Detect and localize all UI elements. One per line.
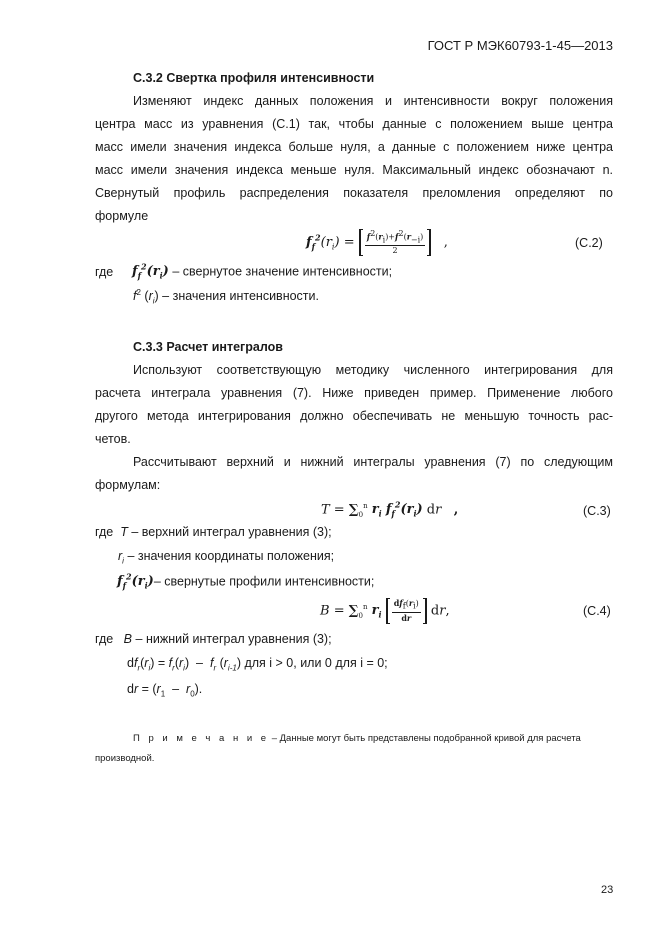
note-label: П р и м е ч а н и е	[133, 733, 270, 744]
equation-c3: $T = \sum_0^n$ $r_i$ $f_f^2(r_i)$ dr ,	[321, 500, 459, 519]
equation-c2: $f_f^2(r_i)$ = $\frac{f^2(r_i)+f^2(r_{-i})}{2}$ ,	[306, 229, 448, 256]
equation-c4: $B = \sum_0^n$ $r_i$ $\frac{df_f(r_i)}{dr}$ dr,	[320, 598, 450, 623]
def-folded-intensity-text: – свернутое значение интенсивности;	[172, 264, 393, 279]
equation-number-c2: (С.2)	[575, 236, 603, 250]
def-T: где T – верхний интеграл уравнения (3);	[95, 525, 332, 539]
paragraph-line: Используют соответствующую методику численного интегрирования для	[133, 363, 613, 377]
def-ri: $r_i$ – значения координаты положения;	[118, 549, 335, 566]
paragraph-line: масс имели значения индекса больше нуля, а данные с положением ниже центра	[95, 140, 613, 154]
paragraph-line: масс имели значения индекса меньше нуля. Максимальный индекс обозначают n.	[95, 163, 613, 177]
section-heading-c32: С.3.2 Свертка профиля интенсивности	[133, 71, 375, 85]
paragraph-line: формулам:	[95, 478, 161, 492]
def-B: где B – нижний интеграл уравнения (3);	[95, 632, 332, 646]
equation-number-c4: (С.4)	[583, 604, 611, 618]
def-intensity-values-text: – значения интенсивности.	[162, 289, 319, 304]
def-dfr-condition: для i > 0, или 0 для i = 0;	[244, 656, 388, 670]
section-heading-c33: С.3.3 Расчет интегралов	[133, 340, 283, 354]
paragraph-line: центра масс из уравнения (С.1) так, чтобы данные с положением выше центра	[95, 117, 613, 131]
paragraph-line: расчета интеграла уравнения (7). Ниже приведен пример. Применение любого	[95, 386, 613, 400]
paragraph-line: формуле	[95, 209, 149, 223]
where-label: где	[95, 265, 114, 279]
def-intensity-values: $f^2$ $(r_i)$ – значения интенсивности.	[133, 288, 319, 306]
def-ri-text: – значения координаты положения;	[127, 549, 335, 563]
paragraph-line: четов.	[95, 432, 131, 446]
note-line-1	[95, 728, 613, 750]
where-label: где	[95, 632, 114, 646]
equation-number-c3: (С.3)	[583, 504, 611, 518]
def-B-text: – нижний интеграл уравнения (3);	[135, 632, 332, 646]
def-folded-intensity: $f_f^2(r_i)$ – свернутое значение интенсивности;	[132, 262, 393, 281]
def-T-text: – верхний интеграл уравнения (3);	[131, 525, 332, 539]
note-line-2: производной.	[95, 753, 155, 764]
paragraph-line: другого метода интегрирования должно обеспечивать не меньшую точность рас-	[95, 409, 613, 423]
def-dfr: $df_r(r_i) = f_r(r_i) - f_r$ $(r_{i-1})$ для i > 0, или 0 для i = 0;	[127, 656, 388, 673]
page-number: 23	[601, 884, 614, 896]
paragraph-line: Рассчитывают верхний и нижний интегралы уравнения (7) по следующим	[133, 455, 613, 469]
paragraph-line: Изменяют индекс данных положения и интенсивности вокруг положения	[133, 94, 613, 108]
where-label: где	[95, 525, 114, 539]
paragraph-line: Свернутый профиль распределения показателя преломления определяют по	[95, 186, 613, 200]
def-dr: dr = $(r_1 - r_0)$.	[127, 682, 203, 699]
def-ff: $f_f^2(r_i)-$ свернутые профили интенсивности;	[117, 572, 375, 591]
def-ff-text: – свернутые профили интенсивности;	[153, 574, 375, 589]
standard-header: ГОСТ Р МЭК60793-1-45—2013	[427, 38, 613, 53]
note-text-1: – Данные могут быть представлены подобранной кривой для расчета	[269, 733, 581, 744]
